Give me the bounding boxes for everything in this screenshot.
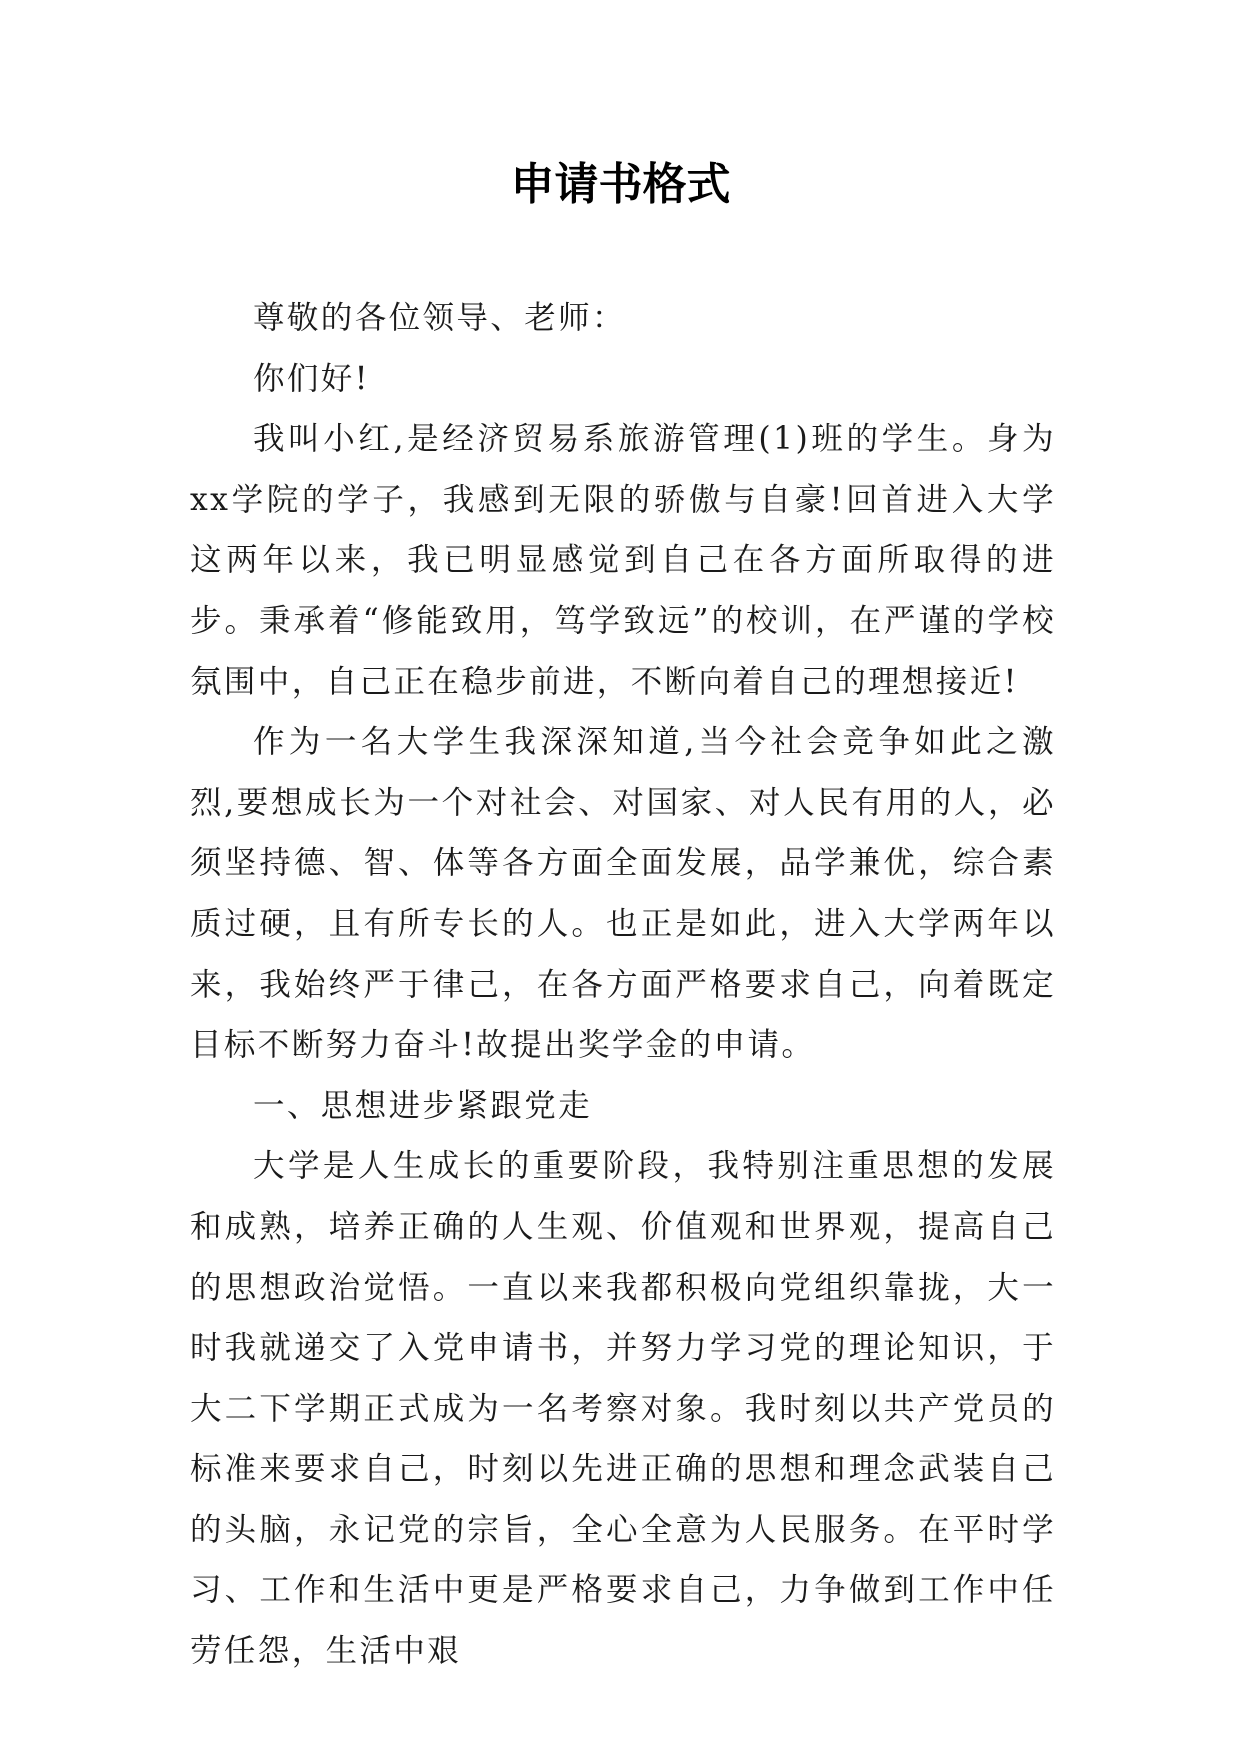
document-body [190, 288, 1056, 1682]
document-title: 申请书格式 [510, 159, 731, 210]
body-paragraph-introduction: 我叫小红,是经济贸易系旅游管理(1)班的学生。身为xx学院的学子，我感到无限的骄傲与自豪!回首进入大学这两年以来，我已明显感觉到自己在各方面所取得的进步。秉承着“修能致用，笃学致远”的校训，在严谨的学校氛围中，自己正在稳步前进，不断向着自己的理想接近! [190, 421, 1056, 700]
body-paragraph-ideology: 大学是人生成长的重要阶段，我特别注重思想的发展和成熟，培养正确的人生观、价值观和世界观，提高自己的思想政治觉悟。一直以来我都积极向党组织靠拢，大一时我就递交了入党申请书，并努力学习党的理论知识，于大二下学期正式成为一名考察对象。我时刻以共产党员的标准来要求自己，时刻以先进正确的思想和理念武装自己的头脑，永记党的宗旨，全心全意为人民服务。在平时学习、工作和生活中更是严格要求自己，力争做到工作中任劳任怨，生活中艰 [190, 1148, 1056, 1670]
body-paragraph-motivation: 作为一名大学生我深深知道,当今社会竞争如此之激烈,要想成长为一个对社会、对国家、对人民有用的人，必须坚持德、智、体等各方面全面发展，品学兼优，综合素质过硬，且有所专长的人。也正是如此，进入大学两年以来，我始终严于律己，在各方面严格要求自己，向着既定目标不断努力奋斗!故提出奖学金的申请。 [190, 724, 1056, 1064]
salutation: 尊敬的各位领导、老师： [253, 300, 626, 336]
greeting: 你们好! [253, 360, 370, 397]
section-heading: 一、思想进步紧跟党走 [253, 1087, 593, 1124]
